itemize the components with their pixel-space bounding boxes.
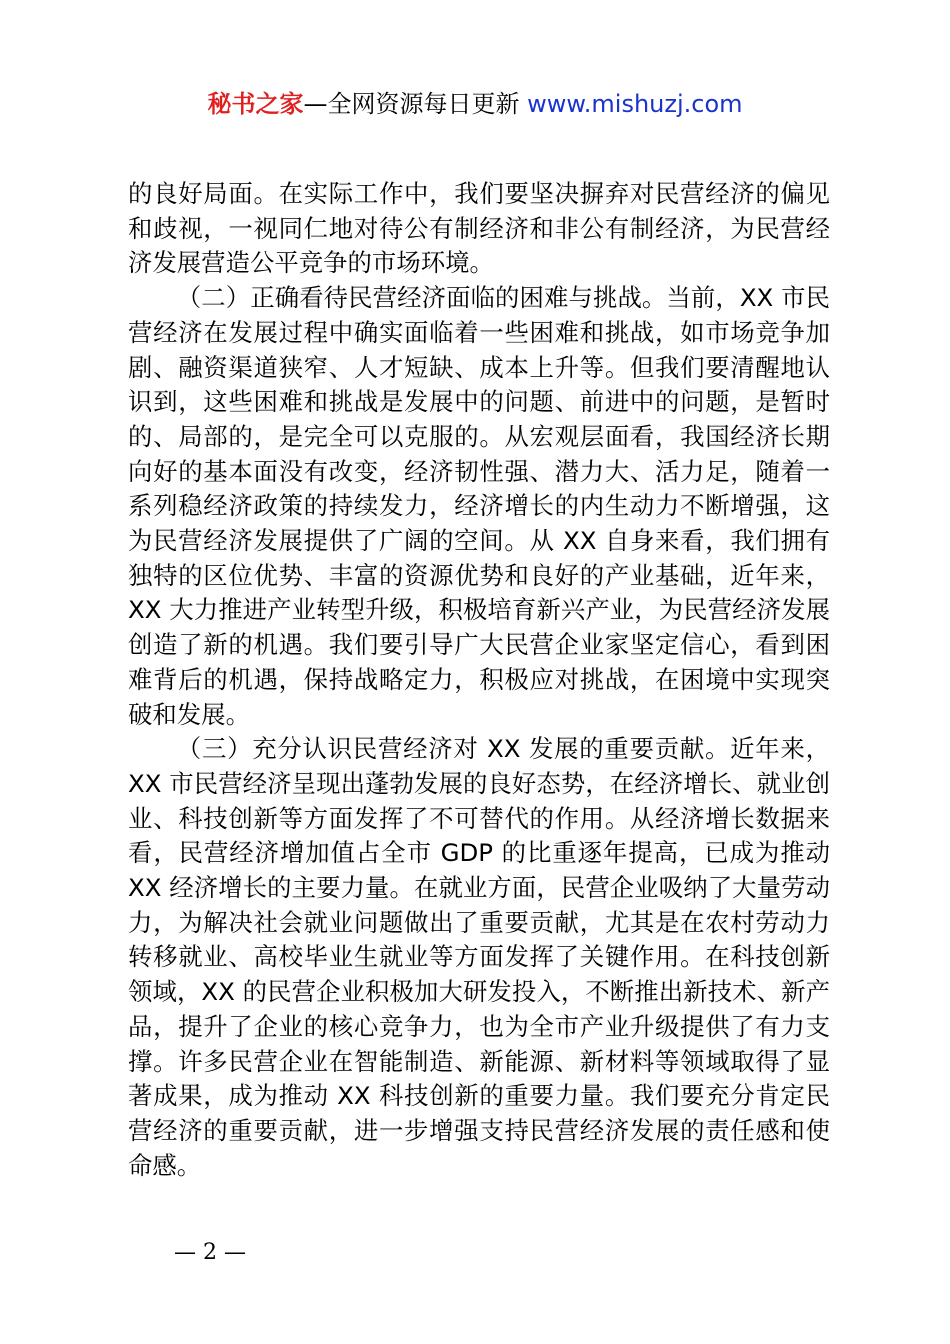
page-header — [0, 88, 950, 120]
paragraph-section-two: （二）正确看待民营经济面临的困难与挑战。当前，XX 市民营经济在发展过程中确实面临着一些困难和挑战，如市场竞争加剧、融资渠道狭窄、人才短缺、成本上升等。但我们要清醒地认识到，这些困难和挑战是发展中的问题、前进中的问题，是暂时的、局部的，是完全可以克服的。从宏观层面看，我国经济长期向好的基本面没有改变，经济韧性强、潜力大、活力足，随着一系列稳经济政策的持续发力，经济增长的内生动力不断增强，这为民营经济发展提供了广阔的空间。从 XX 自身来看，我们拥有独特的区位优势、丰富的资源优势和良好的产业基础，近年来，XX 大力推进产业转型升级，积极培育新兴产业，为民营经济发展创造了新的机遇。我们要引导广大民营企业家坚定信心，看到困难背后的机遇，保持战略定力，积极应对挑战，在困境中实现突破和发展。 — [128, 283, 830, 729]
header-tagline: —全网资源每日更新 — [303, 90, 528, 118]
site-url-link[interactable]: www.mishuzj.com — [527, 90, 743, 118]
paragraph-continued: 的良好局面。在实际工作中，我们要坚决摒弃对民营经济的偏见和歧视，一视同仁地对待公有制经济和非公有制经济，为民营经济发展营造公平竞争的市场环境。 — [128, 179, 830, 278]
page-number: — 2 — — [174, 1240, 246, 1265]
brand-name: 秘书之家 — [207, 90, 304, 118]
document-body — [128, 177, 830, 1183]
paragraph-section-three: （三）充分认识民营经济对 XX 发展的重要贡献。近年来，XX 市民营经济呈现出蓬勃发展的良好态势，在经济增长、就业创业、科技创新等方面发挥了不可替代的作用。从经济增长数据来看，民营经济增加值占全市 GDP 的比重逐年提高，已成为推动 XX 经济增长的主要力量。在就业方面，民营企业吸纳了大量劳动力，为解决社会就业问题做出了重要贡献，尤其是在农村劳动力转移就业、高校毕业生就业等方面发挥了关键作用。在科技创新领域，XX 的民营企业积极加大研发投入，不断推出新技术、新产品，提升了企业的核心竞争力，也为全市产业升级提供了有力支撑。许多民营企业在智能制造、新能源、新材料等领域取得了显著成果，成为推动 XX 科技创新的重要力量。我们要充分肯定民营经济的重要贡献，进一步增强支持民营经济发展的责任感和使命感。 — [128, 734, 830, 1180]
